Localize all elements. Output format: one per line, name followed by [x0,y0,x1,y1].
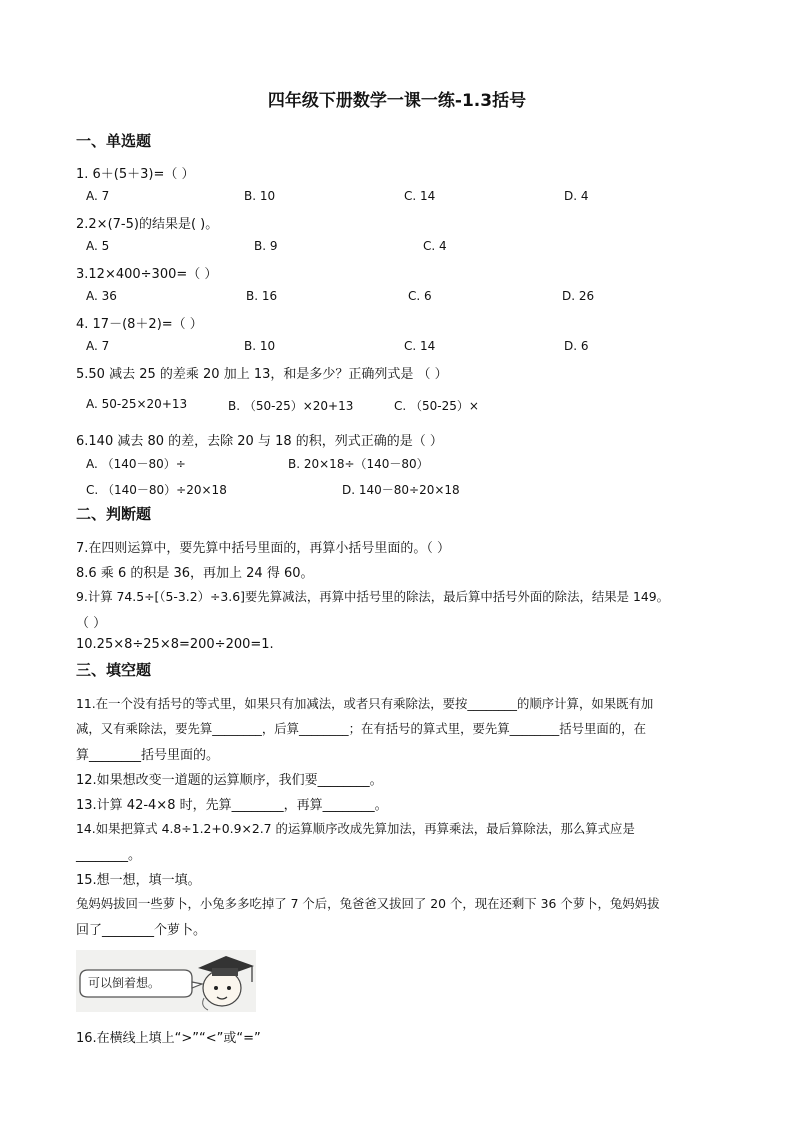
question-4-option-b: B. 10 [244,339,276,353]
question-16: 16.在横线上填上“>”“<”或“=” [76,1031,261,1046]
question-1-stem: 1. 6＋(5＋3)=（ ） [76,167,195,182]
question-10: 10.25×8÷25×8=200÷200=1. [76,637,274,652]
question-11-line-2: 减，又有乘除法，要先算________，后算________；在有括号的算式里，要先算________括号里面的，在 [76,721,646,736]
hint-bubble-text: 可以倒着想。 [88,976,161,990]
question-13: 13.计算 42-4×8 时，先算________，再算________。 [76,798,388,813]
question-5-option-c: C. （50-25）× [394,399,479,413]
question-15-title: 15.想一想，填一填。 [76,873,201,888]
question-15-line-2: 回了________个萝卜。 [76,923,207,938]
question-5-option-b: B. （50-25）×20+13 [228,399,354,413]
question-7: 7.在四则运算中，要先算中括号里面的，再算小括号里面的。（ ） [76,541,451,556]
question-5-stem: 5.50 减去 25 的差乘 20 加上 13，和是多少？正确列式是 （ ） [76,367,448,382]
question-6-option-c: C. （140－80）÷20×18 [86,483,227,497]
question-1-option-c: C. 14 [404,189,436,203]
question-6-option-b: B. 20×18÷（140－80） [288,457,429,471]
question-2-option-b: B. 9 [254,239,278,253]
question-1-option-a: A. 7 [86,189,110,203]
question-11-line-1: 11.在一个没有括号的等式里，如果只有加减法，或者只有乘除法，要按________的顺序计算，如果既有加 [76,696,654,711]
question-4-option-c: C. 14 [404,339,436,353]
question-3-stem: 3.12×400÷300=（ ） [76,267,218,282]
question-6-option-d: D. 140－80÷20×18 [342,483,460,497]
section-heading-true-false: 二、判断题 [76,505,152,523]
question-3-option-c: C. 6 [408,289,432,303]
question-6-option-a: A. （140－80）÷ [86,457,186,471]
question-14-line-2: ________。 [76,848,142,863]
question-2-stem: 2.2×(7-5)的结果是( )。 [76,217,219,232]
hint-illustration [76,950,256,1012]
question-6-stem: 6.140 减去 80 的差，去除 20 与 18 的积，列式正确的是（ ） [76,434,443,449]
question-1-option-d: D. 4 [564,189,589,203]
question-9-answer-paren: （ ） [76,616,107,631]
question-9: 9.计算 74.5÷[（5-3.2）÷3.6]要先算减法，再算中括号里的除法，最后算中括号外面的除法，结果是 149。 [76,589,669,604]
question-15-line-1: 兔妈妈拔回一些萝卜，小兔多多吃掉了 7 个后，兔爸爸又拔回了 20 个，现在还剩下 36 个萝卜，兔妈妈拔 [76,896,660,911]
question-14-line-1: 14.如果把算式 4.8÷1.2+0.9×2.7 的运算顺序改成先算加法，再算乘法，最后算除法，那么算式应是 [76,821,635,836]
page-title: 四年级下册数学一课一练-1.3括号 [267,91,527,111]
question-4-stem: 4. 17－(8＋2)=（ ） [76,317,203,332]
question-2-option-a: A. 5 [86,239,110,253]
question-3-option-d: D. 26 [562,289,595,303]
question-3-option-a: A. 36 [86,289,117,303]
question-12: 12.如果想改变一道题的运算顺序，我们要________。 [76,773,383,788]
question-1-option-b: B. 10 [244,189,276,203]
question-4-option-d: D. 6 [564,339,589,353]
question-11-line-3: 算________括号里面的。 [76,748,220,763]
question-4-option-a: A. 7 [86,339,110,353]
section-heading-single-choice: 一、单选题 [76,132,152,150]
question-8: 8.6 乘 6 的积是 36，再加上 24 得 60。 [76,566,314,581]
question-5-option-a: A. 50-25×20+13 [86,397,188,411]
section-heading-fill-blank: 三、填空题 [76,661,152,679]
question-3-option-b: B. 16 [246,289,278,303]
question-2-option-c: C. 4 [423,239,447,253]
